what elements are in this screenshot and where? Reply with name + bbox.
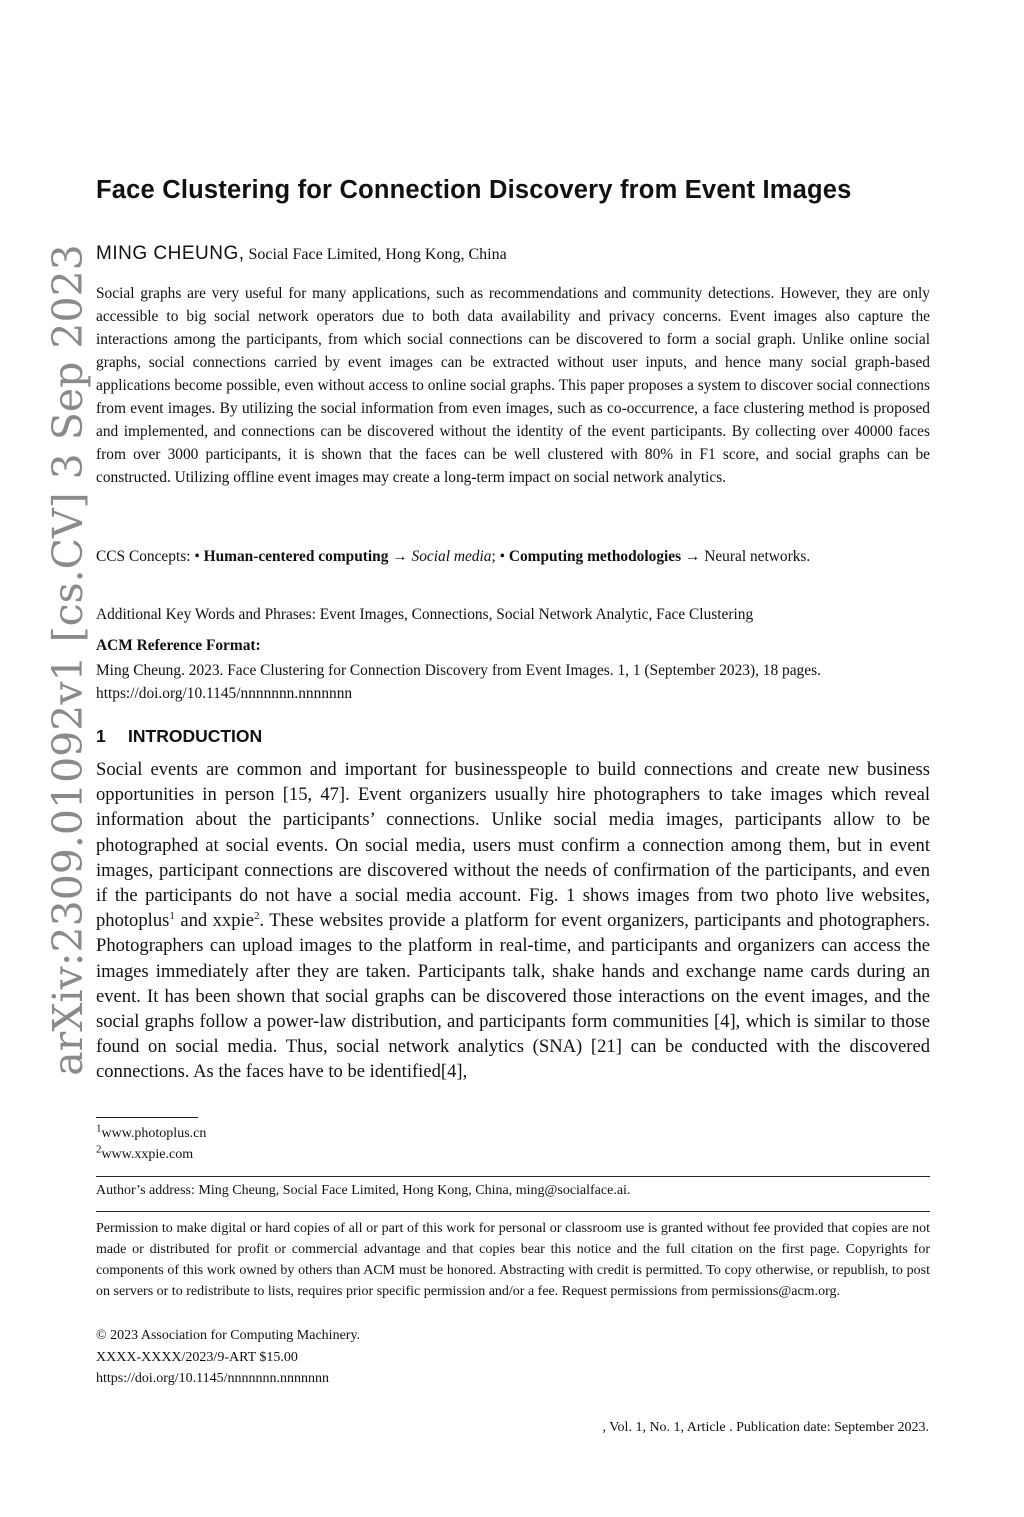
issn-line: XXXX-XXXX/2023/9-ART $15.00 [96,1349,298,1365]
section-number: 1 [96,726,106,746]
paper-title: Face Clustering for Connection Discovery from Event Images [96,176,852,204]
ccs-sub-2: Neural networks. [704,548,811,565]
ccs-arrow-2: → [681,548,705,565]
doi-line: https://doi.org/10.1145/nnnnnnn.nnnnnnn [96,1371,329,1386]
section-heading [96,726,930,747]
abstract: Social graphs are very useful for many applications, such as recommendations and community detections. However, they are only accessible to big social network operators due to both data availability and privacy concerns. Event images also capture the interactions among the participants, from which social connections can be discovered to form a social graph. Unlike online social graphs, social connections carried by event images can be extracted without user inputs, and hence many social graph-based applications become possible, even without access to online social graphs. This paper proposes a system to discover social connections from event images. By utilizing the social information from even images, such as co-occurrence, a face clustering method is proposed and implemented, and connections can be discovered without the identity of the event participants. By collecting over 40000 faces from over 3000 participants, it is shown that the faces can be well clustered with 80% in F1 score, and social graphs can be constructed. Utilizing offline event images may create a long-term impact on social network analytics. [96,285,930,486]
footnote-2-text: www.xxpie.com [101,1147,194,1162]
footnote-divider [96,1117,198,1118]
reference-text: Ming Cheung. 2023. Face Clustering for Connection Discovery from Event Images. 1, 1 (September 2023), 18 pages. https://doi.org/10.1145/nnnnnnn.nnnnnnn [96,662,821,702]
intro-paragraph [96,757,930,1085]
intro-text-2: and xxpie [174,910,254,932]
ccs-arrow-1: → [388,548,412,565]
arxiv-stamp: arXiv:2309.01092v1 [cs.CV] 3 Sep 2023 [44,244,92,1076]
ccs-prefix: CCS Concepts: [96,548,195,565]
reference-heading: ACM Reference Format: [96,637,261,654]
page-footer: , Vol. 1, No. 1, Article . Publication date: September 2023. [602,1420,929,1435]
footnote-1-text: www.photoplus.cn [101,1126,207,1141]
author-address: Author’s address: Ming Cheung, Social Face Limited, Hong Kong, China, ming@socialface.ai. [96,1183,631,1198]
author-name: MING CHEUNG, [96,243,245,264]
footnote-2 [96,1144,930,1165]
footnote-1-mark: 1 [96,1122,102,1135]
footnote-ref-2: 2 [254,910,260,923]
ccs-separator: ; [491,548,500,565]
ccs-sub-1: Social media [411,548,492,565]
section-title: INTRODUCTION [128,726,263,746]
ccs-bullet-2: • [499,548,509,565]
ccs-concepts [96,545,930,568]
footnote-1 [96,1123,930,1144]
ccs-concept-1: Human-centered computing [203,548,389,565]
author-affiliation: Social Face Limited, Hong Kong, China [244,246,507,263]
keywords: Additional Key Words and Phrases: Event Images, Connections, Social Network Analytic, Face Clustering [96,606,754,623]
ccs-bullet-1: • [194,548,204,565]
footnote-2-mark: 2 [96,1143,102,1156]
permission-divider [96,1211,930,1212]
copyright-line: © 2023 Association for Computing Machinery. [96,1328,361,1343]
ccs-concept-2: Computing methodologies [508,548,682,565]
intro-text-1: Social events are common and important for businesspeople to build connections and create new business opportunities in person [15, 47]. Event organizers usually hire photographers to take images which reveal information about the participants’ connections. Unlike social media images, participants allow to be photographed at social events. On social media, users must confirm a connection among them, but in event images, participant connections are discovered without the needs of confirmation of the participants, and even if the participants do not have a social media account. Fig. 1 shows images from two photo live websites, photoplus [96,759,930,932]
address-divider [96,1176,930,1177]
copyright-block [96,1325,930,1390]
author-line [96,243,930,265]
footnote-ref-1: 1 [169,910,175,923]
permission-notice: Permission to make digital or hard copies of all or part of this work for personal or classroom use is granted without fee provided that copies are not made or distributed for profit or commercial advantage and that copies bear this notice and the full citation on the first page. Copyrights for components of this work owned by others than ACM must be honored. Abstracting with credit is permitted. To copy otherwise, or republish, to post on servers or to redistribute to lists, requires prior specific permission and/or a fee. Request permissions from permissions@acm.org. [96,1221,930,1299]
intro-text-3: . These websites provide a platform for event organizers, participants and photographers. Photographers can upload images to the platform in real-time, and participants and organizers can access the images immediately after they are taken. Participants talk, shake hands and exchange name cards during an event. It has been shown that social graphs can be discovered those interactions on the event images, and the social graphs follow a power-law distribution, and participants form communities [4], which is similar to those found on social media. Thus, social network analytics (SNA) [21] can be conducted with the discovered connections. As the faces have to be identified[4], [96,910,931,1083]
